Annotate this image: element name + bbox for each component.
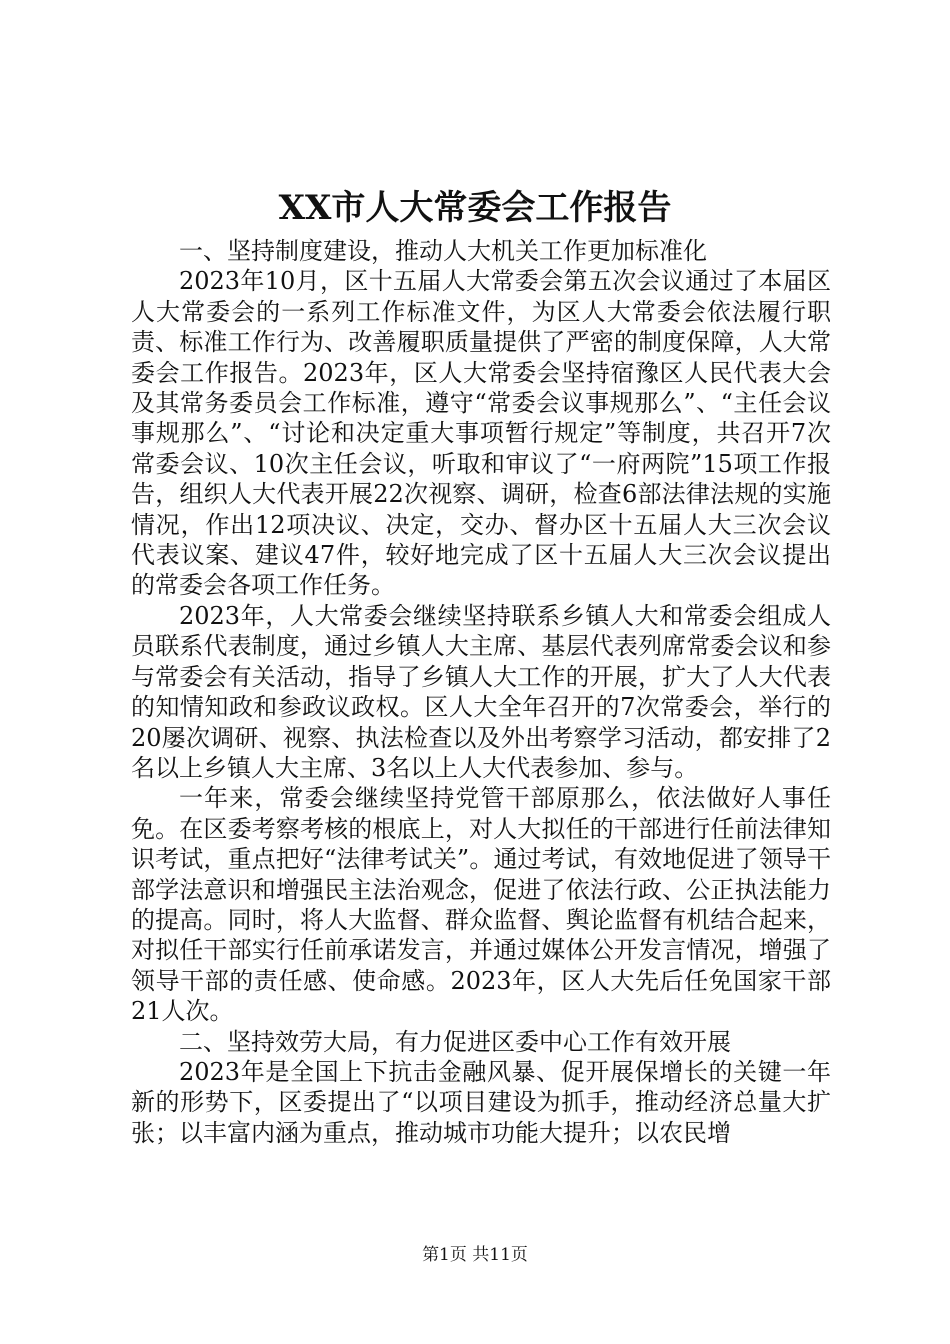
paragraph: 2023年，人大常委会继续坚持联系乡镇人大和常委会组成人员联系代表制度，通过乡镇人大主席、基层代表列席常委会议和参与常委会有关活动，指导了乡镇人大工作的开展，扩大了人大代表的知情知政和参政议政权。区人大全年召开的7次常委会，举行的20屡次调研、视察、执法检查以及外出考察学习活动，都安排了2名以上乡镇人大主席、3名以上人大代表参加、参与。 [131,601,831,782]
document-body [131,236,831,1148]
paragraph: 2023年是全国上下抗击金融风暴、促开展保增长的关键一年新的形势下，区委提出了“以项目建设为抓手，推动经济总量大扩张；以丰富内涵为重点，推动城市功能大提升；以农民增 [131,1057,831,1147]
section-heading-2: 二、坚持效劳大局，有力促进区委中心工作有效开展 [179,1027,731,1056]
section-heading-1: 一、坚持制度建设，推动人大机关工作更加标准化 [179,237,707,265]
paragraph: 2023年10月，区十五届人大常委会第五次会议通过了本届区人大常委会的一系列工作标准文件，为区人大常委会依法履行职责、标准工作行为、改善履职质量提供了严密的制度保障，人大常委会工作报告。2023年，区人大常委会坚持宿豫区人民代表大会及其常务委员会工作标准，遵守“常委会议事规那么”、“主任会议事规那么”、“讨论和决定重大事项暂行规定”等制度，共召开7次常委会议、10次主任会议，听取和审议了“一府两院”15项工作报告，组织人大代表开展22次视察、调研，检查6部法律法规的实施情况，作出12项决议、决定，交办、督办区十五届人大三次会议代表议案、建议47件，较好地完成了区十五届人大三次会议提出的常委会各项工作任务。 [131,267,831,600]
paragraph: 一年来，常委会继续坚持党管干部原那么，依法做好人事任免。在区委考察考核的根底上，对人大拟任的干部进行任前法律知识考试，重点把好“法律考试关”。通过考试，有效地促进了领导干部学法意识和增强民主法治观念，促进了依法行政、公正执法能力的提高。同时，将人大监督、群众监督、舆论监督有机结合起来，对拟任干部实行任前承诺发言，并通过媒体公开发言情况，增强了领导干部的责任感、使命感。2023年，区人大先后任免国家干部21人次。 [131,784,831,1026]
page-number-footer: 第1页 共11页 [422,1245,528,1265]
document-title: XX市人大常委会工作报告 [278,188,672,228]
